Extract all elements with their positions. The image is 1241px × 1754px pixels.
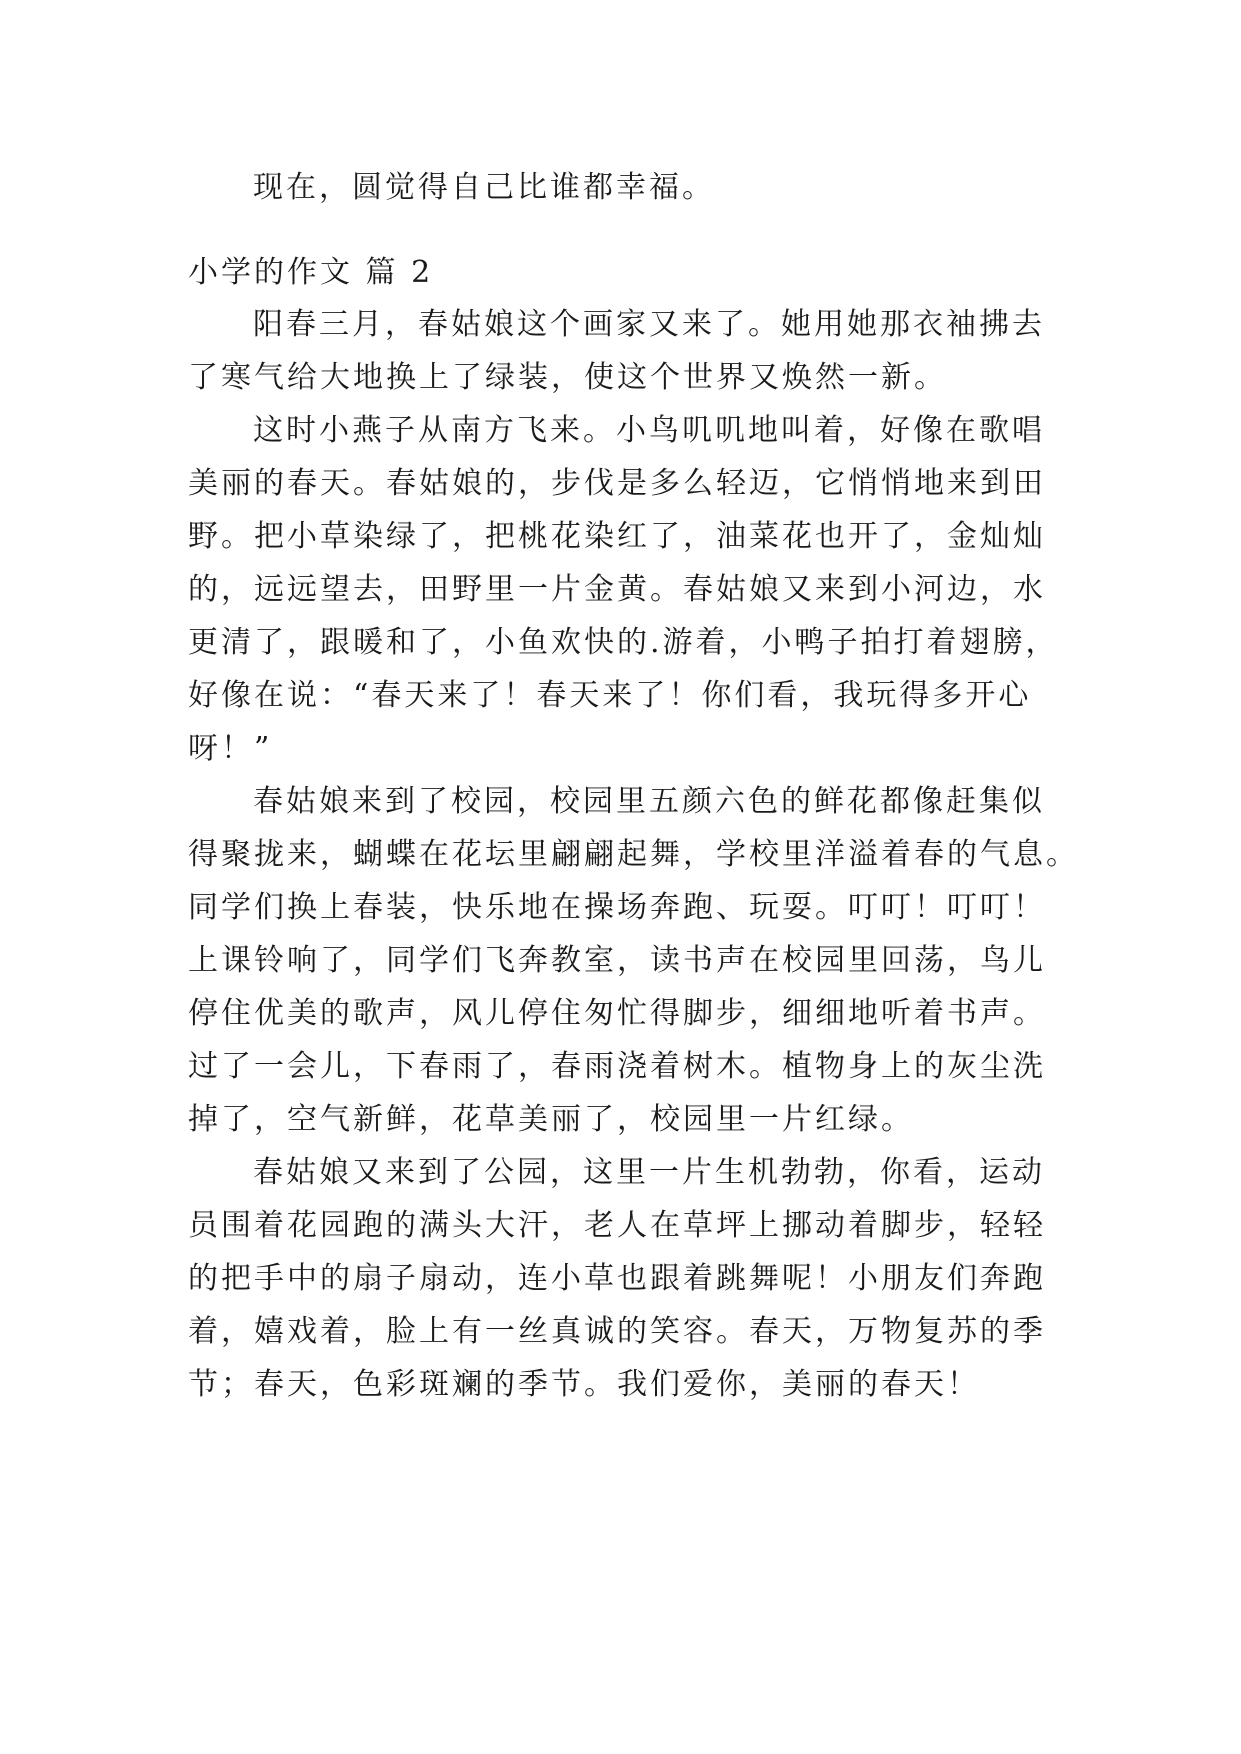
paragraph-line: 得聚拢来，蝴蝶在花坛里翩翩起舞，学校里洋溢着春的气息。 <box>188 837 1079 872</box>
paragraph-line: 的把手中的扇子扇动，连小草也跟着跳舞呢！小朋友们奔跑 <box>188 1261 1046 1296</box>
paragraph-line: 好像在说：“春天来了！春天来了！你们看，我玩得多开心 <box>188 678 1032 713</box>
paragraph-line: 节；春天，色彩斑斓的季节。我们爱你，美丽的春天！ <box>188 1367 980 1402</box>
paragraph-line: 同学们换上春装，快乐地在操场奔跑、玩耍。叮叮！叮叮！ <box>188 890 1046 925</box>
paragraph-line: 了寒气给大地换上了绿装，使这个世界又焕然一新。 <box>188 360 947 395</box>
paragraph-line: 更清了，跟暖和了，小鱼欢快的.游着，小鸭子拍打着翅膀， <box>188 625 1059 660</box>
paragraph-line: 的，远远望去，田野里一片金黄。春姑娘又来到小河边，水 <box>188 572 1046 607</box>
paragraph-line: 着，嬉戏着，脸上有一丝真诚的笑容。春天，万物复苏的季 <box>188 1314 1046 1349</box>
paragraph-line: 这时小燕子从南方飞来。小鸟叽叽地叫着，好像在歌唱 <box>253 413 1045 448</box>
paragraph-line: 停住优美的歌声，风儿停住匆忙得脚步，细细地听着书声。 <box>188 996 1046 1031</box>
paragraph-line: 过了一会儿，下春雨了，春雨浇着树木。植物身上的灰尘洗 <box>188 1049 1046 1084</box>
paragraph-line: 呀！” <box>188 731 273 766</box>
closing-line: 现在，圆觉得自己比谁都幸福。 <box>253 170 715 205</box>
paragraph-line: 野。把小草染绿了，把桃花染红了，油菜花也开了，金灿灿 <box>188 519 1046 554</box>
paragraph-line: 阳春三月，春姑娘这个画家又来了。她用她那衣袖拂去 <box>253 307 1045 342</box>
paragraph-line: 上课铃响了，同学们飞奔教室，读书声在校园里回荡，鸟儿 <box>188 943 1046 978</box>
paragraph-line: 员围着花园跑的满头大汗，老人在草坪上挪动着脚步，轻轻 <box>188 1208 1046 1243</box>
paragraph-line: 美丽的春天。春姑娘的，步伐是多么轻迈，它悄悄地来到田 <box>188 466 1046 501</box>
section-title: 小学的作文 篇 2 <box>188 255 434 290</box>
paragraph-line: 掉了，空气新鲜，花草美丽了，校园里一片红绿。 <box>188 1102 914 1137</box>
paragraph-line: 春姑娘来到了校园，校园里五颜六色的鲜花都像赶集似 <box>253 784 1045 819</box>
paragraph-line: 春姑娘又来到了公园，这里一片生机勃勃，你看，运动 <box>253 1155 1045 1190</box>
